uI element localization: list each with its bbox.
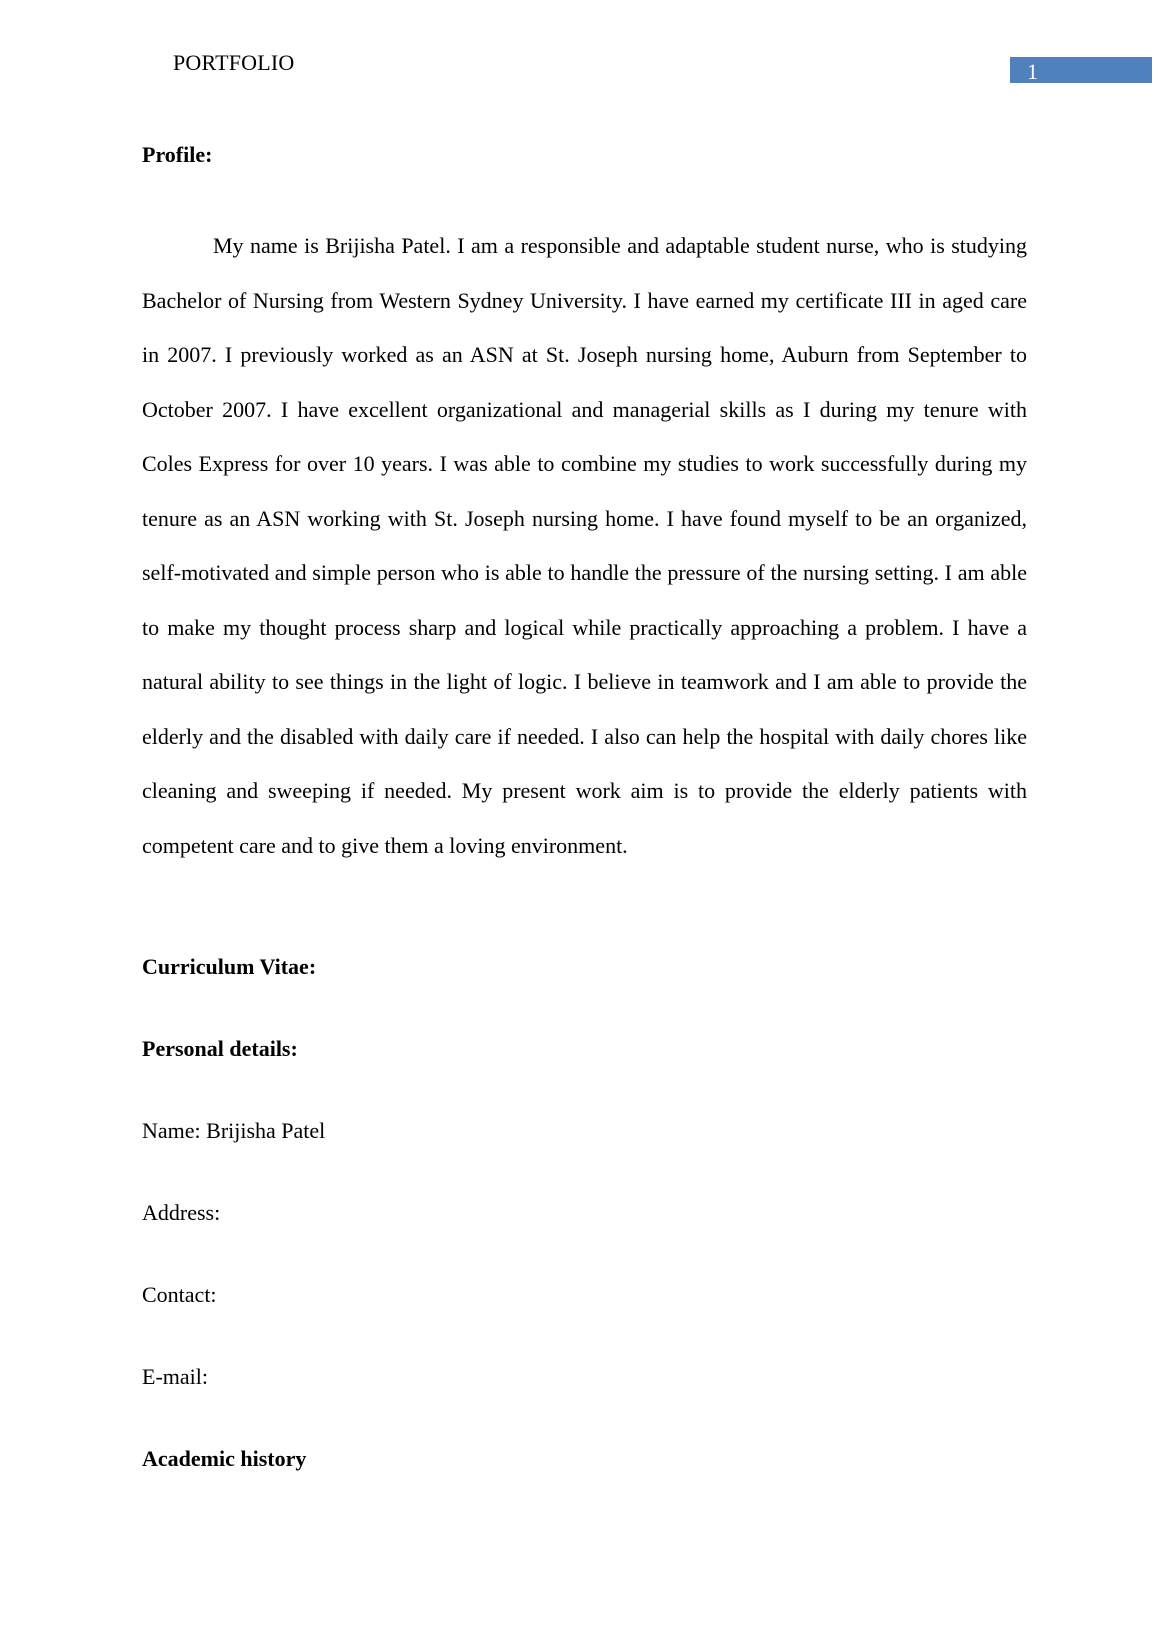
personal-details-heading: Personal details: [142, 1036, 298, 1061]
academic-history-heading: Academic history [142, 1446, 307, 1471]
name-field: Name: Brijisha Patel [142, 1118, 326, 1143]
email-field: E-mail: [142, 1364, 208, 1389]
page-number: 1 [1010, 57, 1152, 83]
address-field: Address: [142, 1200, 221, 1225]
contact-field: Contact: [142, 1282, 217, 1307]
profile-heading: Profile: [142, 142, 213, 167]
cv-heading: Curriculum Vitae: [142, 954, 317, 979]
running-head: PORTFOLIO [173, 50, 295, 75]
profile-paragraph: My name is Brijisha Patel. I am a responsible and adaptable student nurse, who is studying Bachelor of Nursing from Western Sydney University. I have earned my certificate III in aged care in 2007. I previously worked as an ASN at St. Joseph nursing home, Auburn from September to October 2007. I have excellent organizational and managerial skills as I during my tenure with Coles Express for over 10 years. I was able to combine my studies to work successfully during my tenure as an ASN working with St. Joseph nursing home. I have found myself to be an organized, self-motivated and simple person who is able to handle the pressure of the nursing setting. I am able to make my thought process sharp and logical while practically approaching a problem. I have a natural ability to see things in the light of logic. I believe in teamwork and I am able to provide the elderly and the disabled with daily care if needed. I also can help the hospital with daily chores like cleaning and sweeping if needed. My present work aim is to provide the elderly patients with competent care and to give them a loving environment. [142, 233, 1027, 858]
